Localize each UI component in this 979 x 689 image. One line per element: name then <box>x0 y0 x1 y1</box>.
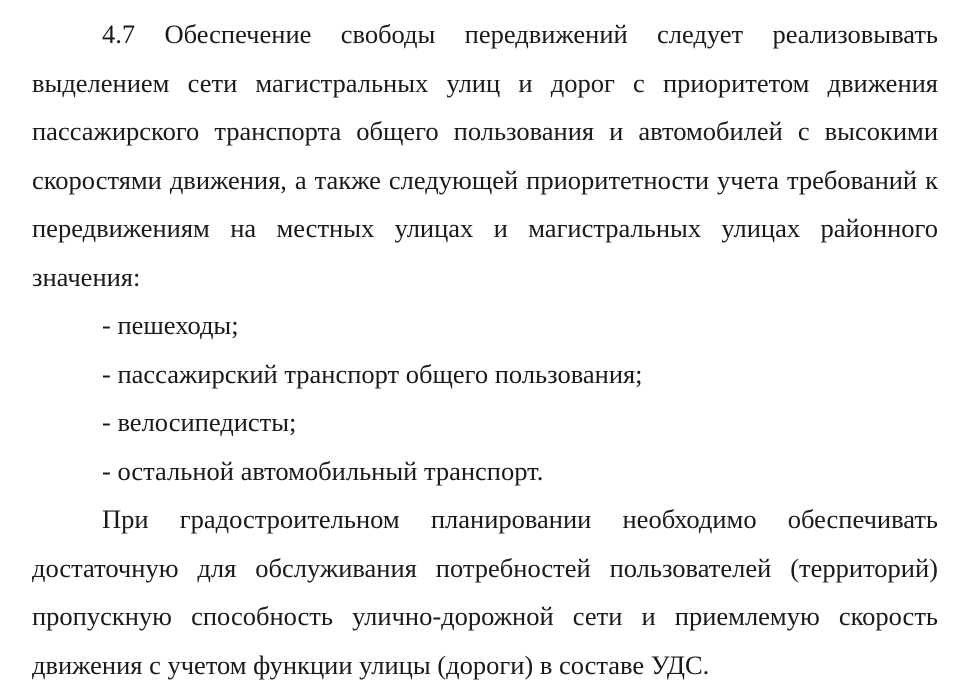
document-page <box>32 10 938 689</box>
planning-paragraph: При градостроительном планировании необходимо обеспечивать достаточную для обслуживания потребностей пользователей (территорий) пропускную способность улично-дорожной сети и приемлемую скорость движения с учетом функции улицы (дороги) в составе УДС. <box>32 504 938 680</box>
priority-list <box>32 301 938 495</box>
section-paragraph: 4.7 Обеспечение свободы передвижений следует реализовывать выделением сети магистральных улиц и дорог с приоритетом движения пассажирского транспорта общего пользования и автомобилей с высокими скоростями движения, а также следующей приоритетности учета требований к передвижениям на местных улицах и магистральных улицах районного значения: <box>32 19 938 292</box>
list-item: - пешеходы; <box>102 310 239 340</box>
list-item: - пассажирский транспорт общего пользования; <box>102 358 643 389</box>
list-item: - остальной автомобильный транспорт. <box>102 455 544 486</box>
list-item: - велосипедисты; <box>102 407 297 437</box>
